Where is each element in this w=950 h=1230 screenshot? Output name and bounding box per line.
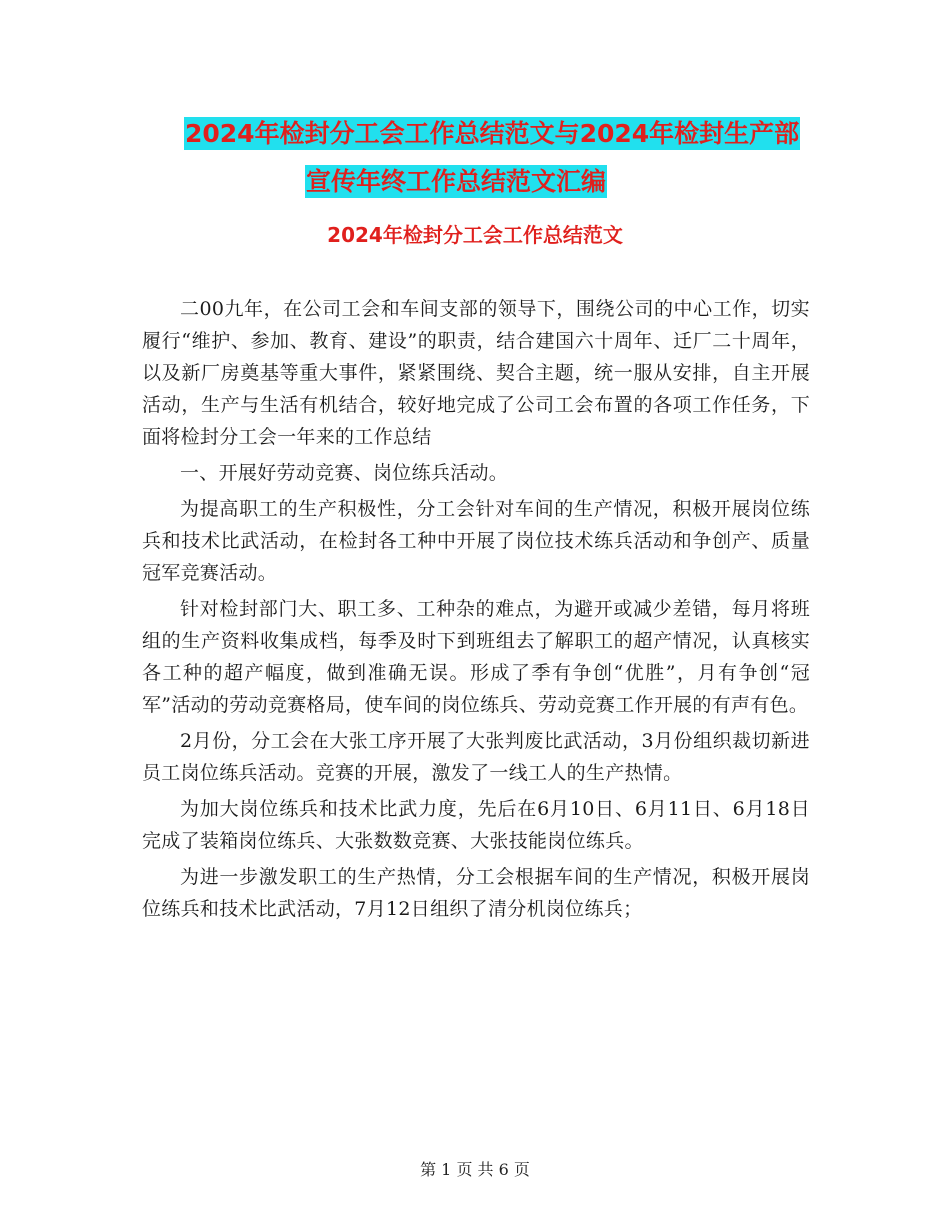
paragraph: 二00九年，在公司工会和车间支部的领导下，围绕公司的中心工作，切实履行“维护、参加、教育、建设”的职责，结合建国六十周年、迁厂二十周年，以及新厂房奠基等重大事件，紧紧围绕、契合主题，统一服从安排，自主开展活动，生产与生活有机结合，较好地完成了公司工会布置的各项工作任务，下面将检封分工会一年来的工作总结	[142, 298, 810, 448]
paragraph: 针对检封部门大、职工多、工种杂的难点，为避开或减少差错，每月将班组的生产资料收集成档，每季及时下到班组去了解职工的超产情况，认真核实各工种的超产幅度，做到准确无误。形成了季有争创“优胜”，月有争创“冠军”活动的劳动竞赛格局，使车间的岗位练兵、劳动竞赛工作开展的有声有色。	[142, 598, 810, 716]
document-body	[142, 293, 810, 929]
paragraph: 为进一步激发职工的生产热情，分工会根据车间的生产情况，积极开展岗位练兵和技术比武活动，7月12日组织了清分机岗位练兵；	[142, 866, 810, 920]
section-title: 2024年检封分工会工作总结范文	[327, 223, 623, 247]
paragraph: 为提高职工的生产积极性，分工会针对车间的生产情况，积极开展岗位练兵和技术比武活动，在检封各工种中开展了岗位技术练兵活动和争创产、质量冠军竞赛活动。	[142, 498, 810, 584]
document-title	[140, 110, 840, 206]
paragraph: 2月份，分工会在大张工序开展了大张判废比武活动，3月份组织裁切新进员工岗位练兵活动。竞赛的开展，激发了一线工人的生产热情。	[142, 730, 810, 784]
title-line-2: 宣传年终工作总结范文汇编	[306, 167, 607, 196]
title-line-1: 2024年检封分工会工作总结范文与2024年检封生产部	[185, 119, 800, 148]
page-footer: 第 1 页 共 6 页	[420, 1160, 530, 1179]
paragraph: 一、开展好劳动竞赛、岗位练兵活动。	[180, 462, 509, 484]
paragraph: 为加大岗位练兵和技术比武力度，先后在6月10日、6月11日、6月18日完成了装箱岗位练兵、大张数数竞赛、大张技能岗位练兵。	[142, 798, 810, 852]
